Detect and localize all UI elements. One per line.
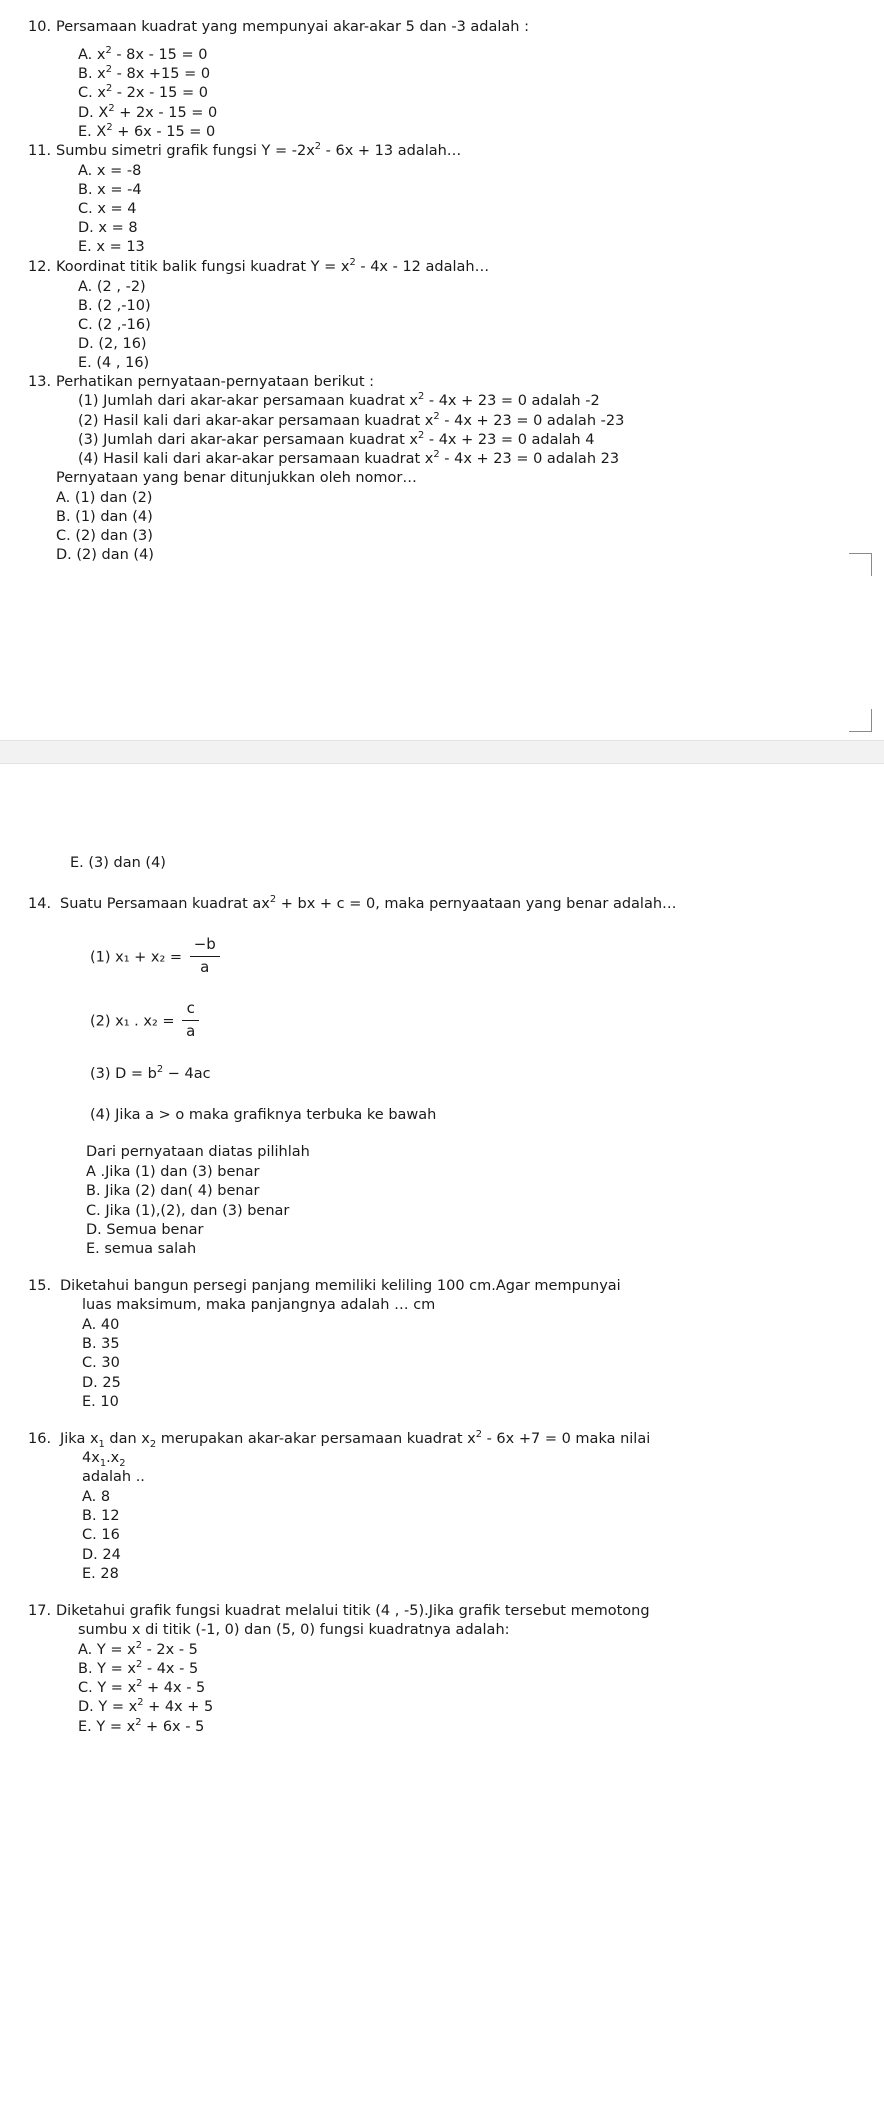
option-d[interactable]: D. (2, 16) xyxy=(78,336,147,352)
crop-mark-top-right xyxy=(849,553,872,576)
statement-2: (2) Hasil kali dari akar-akar persamaan kuadrat $x^2 - 4x + 23 = 0$ adalah -23 xyxy=(78,410,625,429)
fraction-2-denominator: a xyxy=(186,1022,196,1041)
question-15-number: 15. xyxy=(28,1277,52,1294)
question-14-number: 14. xyxy=(28,895,52,912)
question-13-option-e[interactable]: E. (3) dan (4) xyxy=(70,854,166,871)
question-16 xyxy=(14,1430,870,1584)
option-a[interactable]: A .Jika (1) dan (3) benar xyxy=(86,1164,260,1181)
option-c[interactable]: C. (2 ,-16) xyxy=(78,316,151,333)
question-16-number: 16. xyxy=(28,1430,52,1447)
question-13 xyxy=(14,373,870,565)
option-b[interactable]: B. Jika (2) dan( 4) benar xyxy=(86,1183,260,1200)
option-c[interactable]: C. x = 4 xyxy=(78,201,137,218)
option-d[interactable]: D. Semua benar xyxy=(86,1221,204,1238)
option-a[interactable]: A. $x^2 - 8x - 15 = 0$ xyxy=(78,45,208,64)
fraction-2 xyxy=(182,999,199,1042)
option-e[interactable]: E. semua salah xyxy=(86,1240,197,1257)
option-d[interactable]: D. (2) dan (4) xyxy=(56,547,154,564)
question-12-options xyxy=(56,278,870,374)
blank-space-upper xyxy=(14,566,870,716)
option-c[interactable]: C. $x^2 - 2x - 15 = 0$ xyxy=(78,83,208,102)
question-11-text: Sumbu simetri grafik fungsi $Y = -2x^2 - 6x + 13$ adalah… xyxy=(56,140,462,159)
option-c[interactable]: C. 30 xyxy=(82,1355,120,1372)
fraction-1 xyxy=(190,935,220,978)
question-15-text: Diketahui bangun persegi panjang memiliki keliling 100 cm.Agar mempunyai xyxy=(60,1277,621,1294)
question-15-text-2: luas maksimum, maka panjangnya adalah … cm xyxy=(82,1297,436,1314)
fraction-1-numerator: −b xyxy=(190,935,220,957)
option-c[interactable]: C. (2) dan (3) xyxy=(56,528,153,545)
statement-4: (4) Hasil kali dari akar-akar persamaan kuadrat $x^2 - 4x + 23 = 0$ adalah 23 xyxy=(78,448,620,467)
option-a[interactable]: A. 40 xyxy=(82,1317,120,1334)
option-e[interactable]: E. 28 xyxy=(82,1565,119,1582)
option-a[interactable]: A. $Y = x^2 - 2x - 5$ xyxy=(78,1640,198,1659)
question-10-options xyxy=(56,46,870,142)
question-14-item-3: (3) $D = b^2 - 4ac$ xyxy=(90,1064,211,1082)
fraction-2-numerator: c xyxy=(182,999,199,1021)
question-12-text: Koordinat titik balik fungsi kuadrat $Y = x^2 - 4x - 12$ adalah… xyxy=(56,256,490,275)
item-1-label: (1) xyxy=(90,949,111,966)
question-16-text: Jika $x_1$ dan $x_2$ merupakan akar-akar persamaan kuadrat $x^2 - 6x +7 = 0$ maka nilai xyxy=(60,1428,651,1450)
question-17-text: Diketahui grafik fungsi kuadrat melalui titik (4 , -5).Jika grafik tersebut memotong xyxy=(56,1602,650,1619)
question-13-text: Perhatikan pernyataan-pernyataan berikut : xyxy=(56,374,375,391)
question-14-prompt: Dari pernyataan diatas pilihlah xyxy=(86,1144,310,1161)
question-11-number: 11. xyxy=(28,142,52,159)
item-1-lhs: x₁ + x₂ = xyxy=(115,949,183,966)
question-13-prompt: Pernyataan yang benar ditunjukkan oleh nomor… xyxy=(56,469,417,486)
question-17-options xyxy=(56,1641,870,1737)
item-2-lhs: x₁ . x₂ = xyxy=(115,1013,175,1030)
option-d[interactable]: D. $Y = x^2 + 4x + 5$ xyxy=(78,1697,214,1716)
option-c[interactable]: C. $Y = x^2 + 4x - 5$ xyxy=(78,1678,206,1697)
option-d[interactable]: D. x = 8 xyxy=(78,220,138,237)
option-b[interactable]: B. x = -4 xyxy=(78,182,142,198)
option-d[interactable]: D. 24 xyxy=(82,1546,121,1563)
question-14-item-1 xyxy=(60,936,870,979)
statement-1: (1) Jumlah dari akar-akar persamaan kuadrat $x^2 - 4x + 23 = 0$ adalah -2 xyxy=(78,391,600,410)
option-c[interactable]: C. 16 xyxy=(82,1527,120,1544)
option-a[interactable]: A. x = -8 xyxy=(78,162,142,179)
crop-mark-bottom-right xyxy=(849,709,872,732)
question-16-expression: $4x_1.x_2$ xyxy=(82,1449,126,1469)
option-c[interactable]: C. Jika (1),(2), dan (3) benar xyxy=(86,1202,290,1219)
option-b[interactable]: B. (2 ,-10) xyxy=(78,297,151,314)
question-16-options xyxy=(60,1488,870,1584)
page-break-separator xyxy=(0,740,884,764)
question-17-number: 17. xyxy=(28,1602,52,1619)
item-2-label: (2) xyxy=(90,1013,111,1030)
option-e[interactable]: E. $Y = x^2 + 6x - 5$ xyxy=(78,1716,205,1735)
option-a[interactable]: A. (1) dan (2) xyxy=(56,490,153,506)
question-11 xyxy=(14,142,870,258)
question-14-item-2 xyxy=(60,1000,870,1043)
question-17 xyxy=(14,1602,870,1737)
option-a[interactable]: A. (2 , -2) xyxy=(78,278,146,295)
question-14-text: Suatu Persamaan kuadrat $ax^2$ + bx + c = 0, maka pernyaataan yang benar adalah… xyxy=(60,893,677,912)
option-e[interactable]: E. (4 , 16) xyxy=(78,355,150,372)
option-e[interactable]: E. 10 xyxy=(82,1393,119,1410)
sheet-upper xyxy=(0,0,884,740)
option-d[interactable]: D. $X^2 + 2x - 15 = 0$ xyxy=(78,102,218,121)
question-10-number: 10. xyxy=(28,19,52,35)
option-b[interactable]: B. 12 xyxy=(82,1508,120,1525)
option-e[interactable]: E. x = 13 xyxy=(78,239,145,256)
question-10 xyxy=(14,18,870,142)
option-e[interactable]: E. $X^2 + 6x - 15 = 0$ xyxy=(78,121,216,140)
option-b[interactable]: B. (1) dan (4) xyxy=(56,509,153,526)
question-13-options xyxy=(56,489,870,566)
question-14-item-4: (4) Jika a > o maka grafiknya terbuka ke bawah xyxy=(90,1107,437,1124)
question-14 xyxy=(14,895,870,1259)
option-b[interactable]: B. $x^2 - 8x +15 = 0$ xyxy=(78,64,211,83)
option-a[interactable]: A. 8 xyxy=(82,1489,111,1506)
option-d[interactable]: D. 25 xyxy=(82,1374,121,1391)
statement-3: (3) Jumlah dari akar-akar persamaan kuadrat $x^2 - 4x + 23 = 0$ adalah 4 xyxy=(78,429,595,448)
question-13-number: 13. xyxy=(28,374,52,391)
fraction-1-denominator: a xyxy=(200,957,210,976)
question-12 xyxy=(14,258,870,374)
option-b[interactable]: B. 35 xyxy=(82,1336,120,1353)
question-15-options xyxy=(60,1316,870,1412)
option-b[interactable]: B. $Y = x^2 - 4x - 5$ xyxy=(78,1659,199,1678)
sheet-lower xyxy=(0,764,884,1745)
question-10-text: Persamaan kuadrat yang mempunyai akar-akar 5 dan -3 adalah : xyxy=(56,19,529,35)
question-16-text-3: adalah .. xyxy=(82,1469,145,1486)
question-11-options xyxy=(56,162,870,258)
question-17-text-2: sumbu x di titik (-1, 0) dan (5, 0) fungsi kuadratnya adalah: xyxy=(78,1621,510,1638)
question-12-number: 12. xyxy=(28,258,52,275)
question-15 xyxy=(14,1277,870,1412)
question-14-options xyxy=(60,1163,870,1259)
